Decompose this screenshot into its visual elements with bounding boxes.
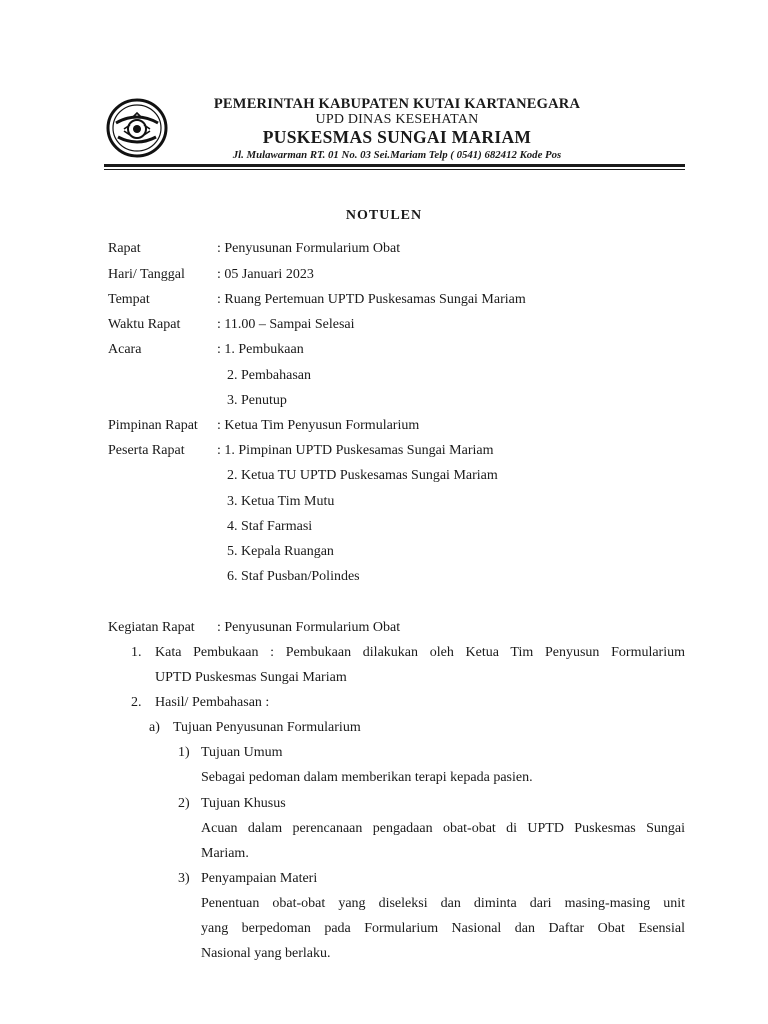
sub-number: 3) — [178, 871, 190, 886]
letterhead-divider-thin — [104, 169, 685, 170]
tujuan-khusus-text: Acuan dalam perencanaan pengadaan obat-obat di UPTD Puskesmas Sungai — [201, 821, 685, 836]
document-title: NOTULEN — [345, 208, 423, 223]
tujuan-khusus-text-cont: Mariam. — [201, 846, 249, 861]
field-value-acara: : 1. Pembukaan — [217, 342, 304, 357]
field-label-peserta: Peserta Rapat — [108, 443, 185, 458]
letterhead-institution: PUSKESMAS SUNGAI MARIAM — [262, 127, 532, 147]
kutai-kartanegara-emblem-icon — [106, 97, 168, 159]
field-value-waktu: : 11.00 – Sampai Selesai — [217, 317, 355, 332]
peserta-item: 4. Staf Farmasi — [227, 519, 313, 534]
field-label-tanggal: Hari/ Tanggal — [108, 267, 185, 282]
letterhead-government: PEMERINTAH KABUPATEN KUTAI KARTANEGARA — [213, 96, 581, 112]
penyampaian-materi-text: yang berpedoman pada Formularium Nasional dan Daftar Obat Esensial — [201, 921, 685, 936]
penyampaian-materi-heading: Penyampaian Materi — [201, 871, 318, 886]
tujuan-penyusunan-heading: Tujuan Penyusunan Formularium — [173, 720, 361, 735]
field-value-tempat: : Ruang Pertemuan UPTD Puskesamas Sungai Mariam — [217, 292, 526, 307]
kata-pembukaan-text-cont: UPTD Puskesmas Sungai Mariam — [155, 670, 347, 685]
peserta-item: 5. Kepala Ruangan — [227, 544, 334, 559]
field-label-rapat: Rapat — [108, 241, 141, 256]
field-value-tanggal: : 05 Januari 2023 — [217, 267, 314, 282]
letterhead-address: Jl. Mulawarman RT. 01 No. 03 Sei.Mariam Telp ( 0541) 682412 Kode Pos — [232, 149, 562, 161]
sub-number: 2) — [178, 796, 190, 811]
penyampaian-materi-text-cont: Nasional yang berlaku. — [201, 946, 331, 961]
letterhead-divider-thick — [104, 164, 685, 167]
peserta-item: 2. Ketua TU UPTD Puskesamas Sungai Mariam — [227, 468, 498, 483]
tujuan-umum-text: Sebagai pedoman dalam memberikan terapi kepada pasien. — [201, 770, 533, 785]
acara-item: 3. Penutup — [227, 393, 287, 408]
field-label-acara: Acara — [108, 342, 142, 357]
sub-number: 1) — [178, 745, 190, 760]
kata-pembukaan-text: Kata Pembukaan : Pembukaan dilakukan oleh Ketua Tim Penyusun Formularium — [155, 645, 685, 660]
tujuan-khusus-heading: Tujuan Khusus — [201, 796, 286, 811]
peserta-item: 6. Staf Pusban/Polindes — [227, 569, 360, 584]
tujuan-umum-heading: Tujuan Umum — [201, 745, 283, 760]
field-value-rapat: : Penyusunan Formularium Obat — [217, 241, 401, 256]
acara-item: 2. Pembahasan — [227, 368, 311, 383]
field-label-kegiatan: Kegiatan Rapat — [108, 620, 195, 635]
hasil-pembahasan-heading: Hasil/ Pembahasan : — [155, 695, 270, 710]
list-letter: a) — [149, 720, 160, 735]
letterhead-department: UPD DINAS KESEHATAN — [315, 112, 479, 127]
field-label-tempat: Tempat — [108, 292, 150, 307]
list-number: 1. — [131, 645, 142, 660]
field-value-kegiatan: : Penyusunan Formularium Obat — [217, 620, 401, 635]
peserta-item: 3. Ketua Tim Mutu — [227, 494, 335, 509]
list-number: 2. — [131, 695, 142, 710]
field-value-pimpinan: : Ketua Tim Penyusun Formularium — [217, 418, 420, 433]
field-label-pimpinan: Pimpinan Rapat — [108, 418, 198, 433]
penyampaian-materi-text: Penentuan obat-obat yang diseleksi dan diminta dari masing-masing unit — [201, 896, 685, 911]
field-value-peserta: : 1. Pimpinan UPTD Puskesamas Sungai Mariam — [217, 443, 494, 458]
field-label-waktu: Waktu Rapat — [108, 317, 181, 332]
